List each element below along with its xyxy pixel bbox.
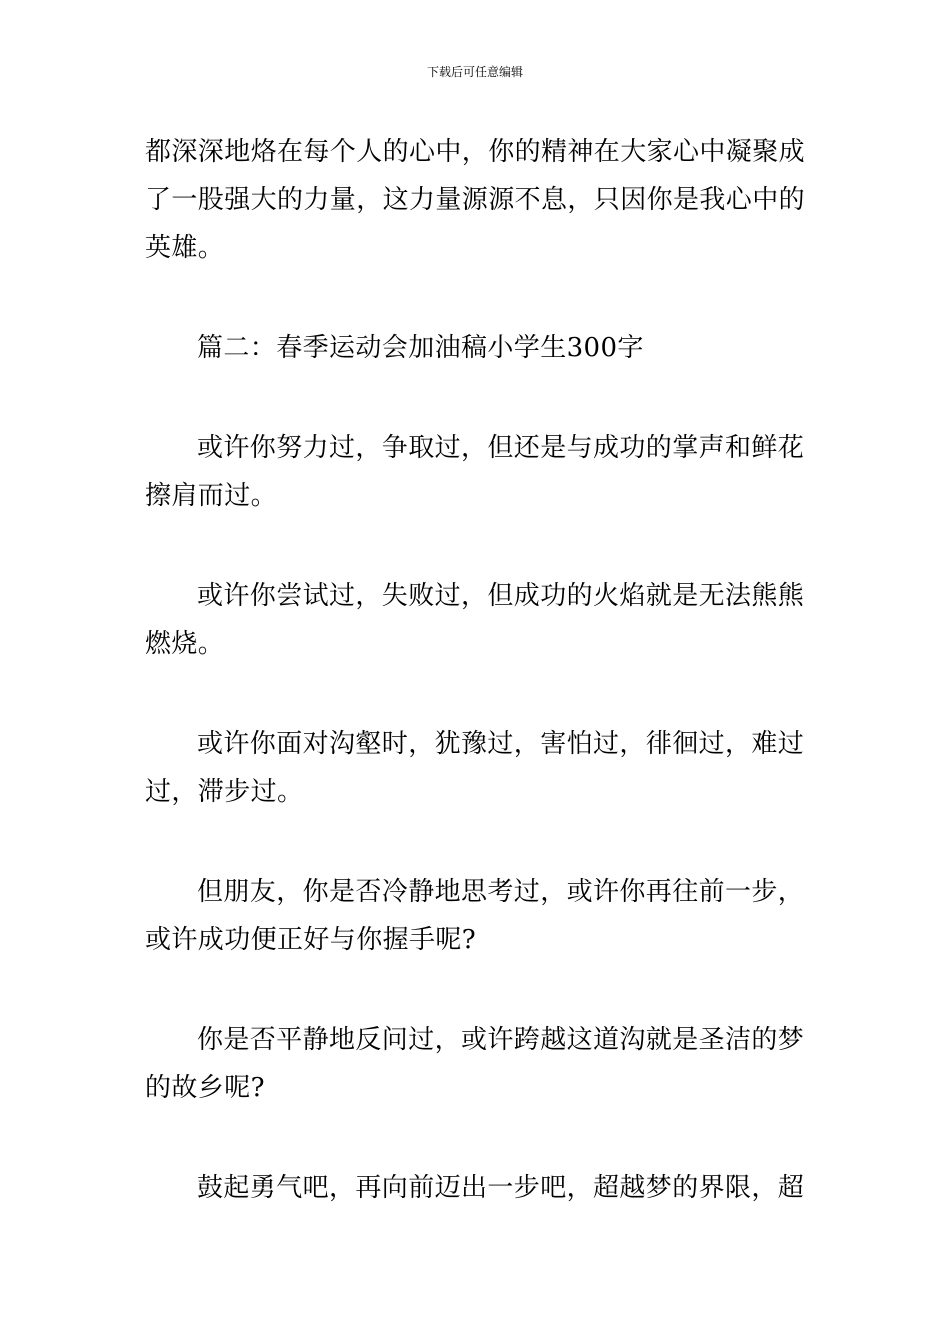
paragraph: 你是否平静地反问过，或许跨越这道沟就是圣洁的梦的故乡呢? — [145, 1025, 805, 1103]
paragraph: 鼓起勇气吧，再向前迈出一步吧，超越梦的界限，超 — [197, 1173, 805, 1203]
paragraph: 或许你尝试过，失败过，但成功的火焰就是无法熊熊燃烧。 — [145, 581, 805, 659]
paragraph: 或许你面对沟壑时，犹豫过，害怕过，徘徊过，难过过，滞步过。 — [145, 729, 805, 807]
paragraph-continuation: 都深深地烙在每个人的心中，你的精神在大家心中凝聚成了一股强大的力量，这力量源源不息，只因你是我心中的英雄。 — [145, 137, 806, 263]
section-heading: 篇二：春季运动会加油稿小学生300字 — [197, 333, 644, 363]
paragraph: 或许你努力过，争取过，但还是与成功的掌声和鲜花擦肩而过。 — [145, 433, 805, 511]
document-body — [145, 128, 807, 1212]
page-header: 下载后可任意编辑 — [426, 65, 523, 79]
paragraph: 但朋友，你是否冷静地思考过，或许你再往前一步，或许成功便正好与你握手呢? — [145, 877, 805, 955]
